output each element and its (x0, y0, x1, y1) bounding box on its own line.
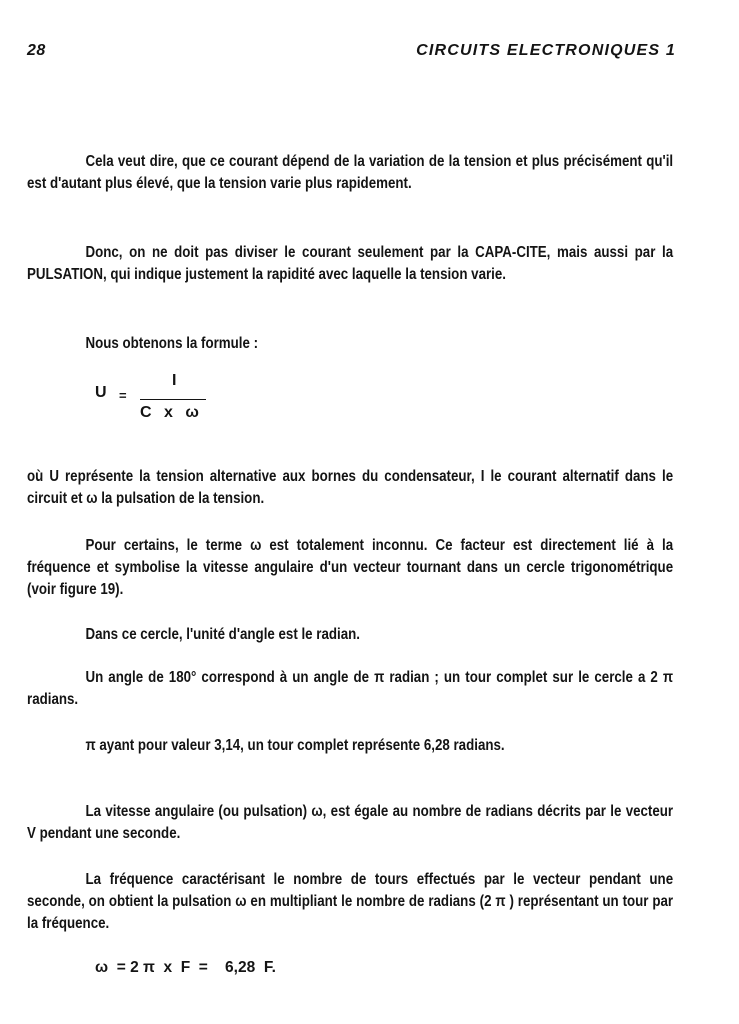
formula-lhs: U (95, 384, 107, 401)
paragraph-6: Dans ce cercle, l'unité d'angle est le radian. (85, 626, 361, 643)
paragraph-10: La fréquence caractérisant le nombre de tours effectués par le vecteur pendant une seconde, on obtient la pulsation ω en multipliant le nombre de radians (2 π ) représentant un tour par la fréquence. (27, 871, 674, 932)
paragraph-7: Un angle de 180° correspond à un angle de π radian ; un tour complet sur le cercle a 2 π radians. (27, 669, 674, 708)
formula-numerator: I (172, 372, 177, 389)
paragraph-9: La vitesse angulaire (ou pulsation) ω, est égale au nombre de radians décrits par le vecteur V pendant une seconde. (27, 803, 674, 842)
formula-equals: = (119, 388, 127, 403)
paragraph-8: π ayant pour valeur 3,14, un tour complet représente 6,28 radians. (85, 737, 505, 754)
paragraph-3: Nous obtenons la formule : (85, 335, 259, 352)
formula-pulsation: ω = 2 π x F = 6,28 F. (95, 959, 276, 976)
running-title: CIRCUITS ELECTRONIQUES 1 (416, 42, 676, 59)
paragraph-5: Pour certains, le terme ω est totalement inconnu. Ce facteur est directement lié à la fréquence et symbolise la vitesse angulaire d'un vecteur tournant dans un cercle trigonométrique (voir figure 19). (27, 537, 674, 598)
paragraph-4: où U représente la tension alternative aux bornes du condensateur, I le courant alternatif dans le circuit et ω la pulsation de la tension. (27, 468, 674, 507)
paragraph-1: Cela veut dire, que ce courant dépend de la variation de la tension et plus précisément qu'il est d'autant plus élevé, que la tension varie plus rapidement. (27, 153, 674, 192)
formula-denominator: C x ω (140, 404, 203, 421)
paragraph-2: Donc, on ne doit pas diviser le courant seulement par la CAPA-CITE, mais aussi par la PULSATION, qui indique justement la rapidité avec laquelle la tension varie. (27, 244, 674, 283)
fraction-bar (140, 399, 206, 400)
page-number: 28 (27, 42, 46, 59)
